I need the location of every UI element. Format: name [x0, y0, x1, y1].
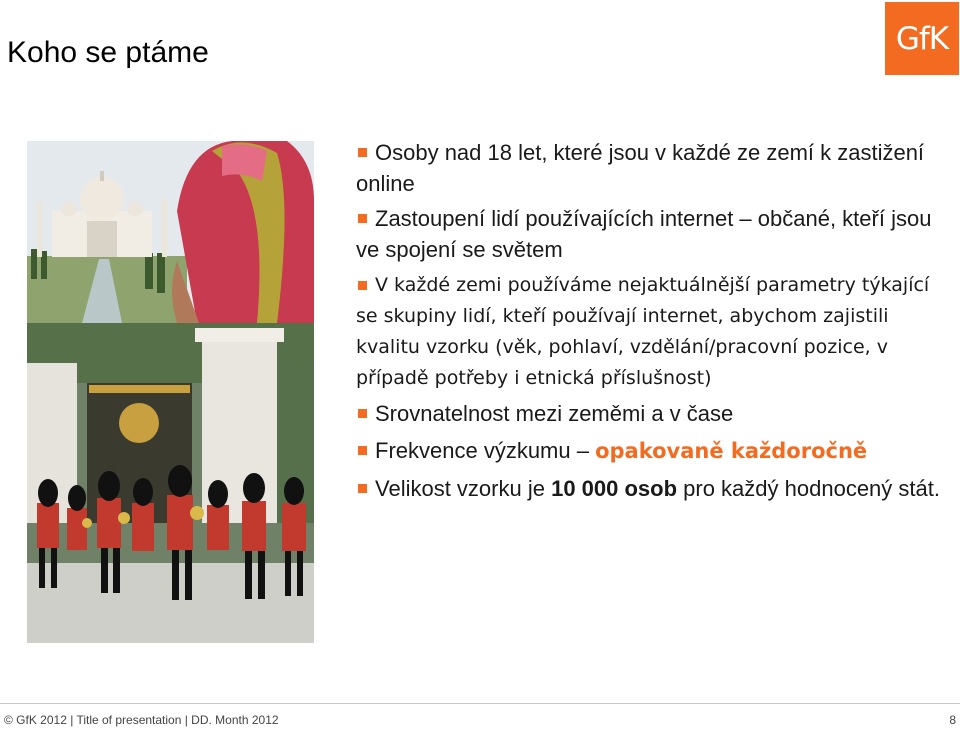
page-number: 8 — [949, 713, 956, 727]
bullet-item — [356, 435, 946, 467]
frequency-highlight: opakovaně každoročně — [595, 439, 868, 463]
bullet-text: Osoby nad 18 let, které jsou v každé ze zemí k zastižení online — [356, 140, 925, 196]
bullet-text — [356, 435, 946, 467]
bullet-item — [356, 137, 946, 199]
sample-size-label: Velikost vzorku je — [375, 476, 552, 501]
bullet-item — [356, 270, 946, 394]
footer-text: © GfK 2012 | Title of presentation | DD. Month 2012 — [4, 713, 279, 727]
sample-size-suffix: pro každý hodnocený stát. — [677, 476, 940, 501]
bullet-text — [356, 473, 946, 504]
bullet-item — [356, 203, 946, 265]
sample-size-value: 10 000 osob — [551, 476, 678, 501]
bullet-item — [356, 473, 946, 504]
frequency-label: Frekvence výzkumu – — [375, 438, 596, 463]
bullet-text: Srovnatelnost mezi zeměmi a v čase — [375, 401, 734, 426]
bullet-square-icon — [358, 484, 367, 493]
gfk-logo — [885, 2, 959, 75]
taj-mahal-photo — [27, 141, 314, 323]
slide-title: Koho se ptáme — [7, 36, 209, 69]
bullet-item — [356, 398, 946, 429]
bullet-square-icon — [358, 446, 367, 455]
bullet-list — [356, 137, 946, 504]
slide-footer — [0, 703, 960, 733]
bullet-square-icon — [358, 148, 367, 157]
logo-text: GfK — [895, 20, 949, 57]
bullet-text: Zastoupení lidí používajících internet – občané, kteří jsou ve spojení se světem — [356, 206, 932, 262]
royal-guards-photo — [27, 323, 314, 643]
bullet-square-icon — [358, 409, 367, 418]
bullet-square-icon — [358, 214, 367, 223]
bullet-square-icon — [358, 281, 367, 290]
bullet-text: V každé zemi používáme nejaktuálnější parametry týkající se skupiny lidí, kteří používají internet, abychom zajistili kvalitu vzorku (věk, pohlaví, vzdělání/pracovní pozice, v případě potřeby i etnická příslušnost) — [356, 274, 930, 389]
